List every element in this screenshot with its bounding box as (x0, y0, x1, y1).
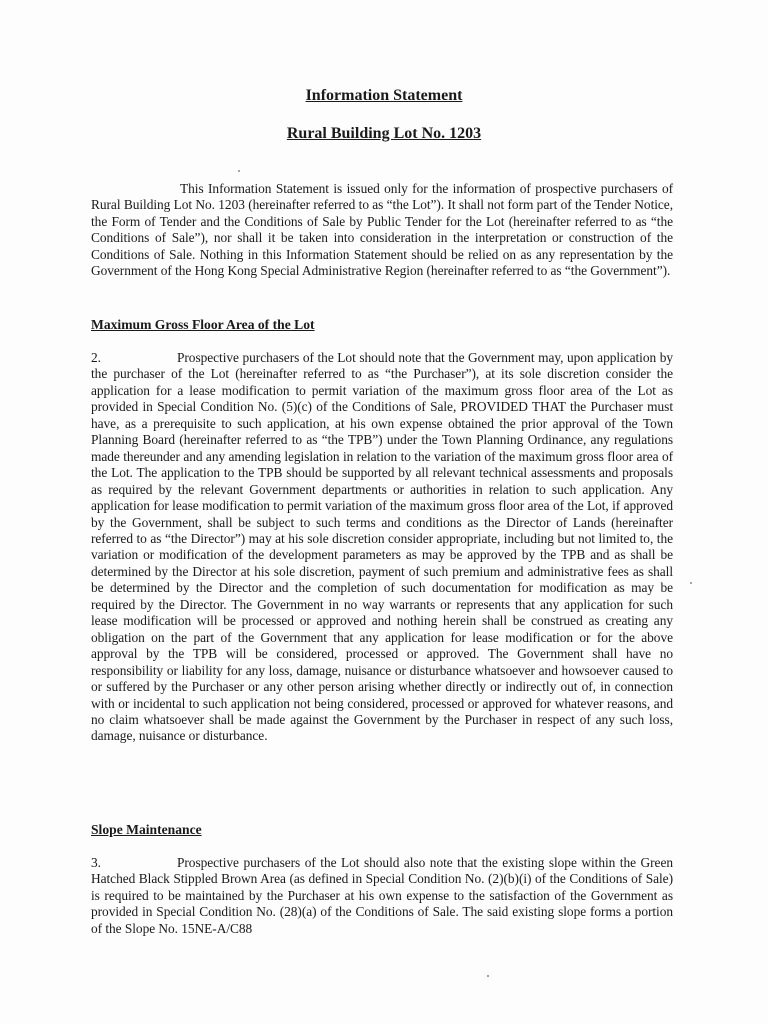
scan-speck (690, 582, 692, 584)
scan-speck (487, 975, 489, 977)
section-heading-gross-floor-area: Maximum Gross Floor Area of the Lot (91, 317, 315, 332)
section-heading-slope-maintenance: Slope Maintenance (91, 822, 202, 837)
paragraph-text: Prospective purchasers of the Lot should also note that the existing slope within the Green Hatched Black Stippled Brown Area (as defined in Special Condition No. (2)(b)(i) of the Conditions of Sale) is required to be maintained by the Purchaser at his own expense to the satisfaction of the Government as provided in Special Condition No. (28)(a) of the Conditions of Sale. The said existing slope forms a portion of the Slope No. 15NE-A/C88 (91, 855, 673, 936)
scan-speck (238, 170, 240, 172)
section-paragraph-2 (91, 350, 673, 745)
section-paragraph-3 (91, 855, 673, 937)
document-title: Information Statement (305, 87, 463, 104)
paragraph-number: 2. (91, 350, 101, 365)
document-subtitle: Rural Building Lot No. 1203 (286, 125, 482, 142)
intro-paragraph: This Information Statement is issued only for the information of prospective purchasers of Rural Building Lot No. 1203 (hereinafter referred to as “the Lot”). It shall not form part of the Tender Notice, the Form of Tender and the Conditions of Sale by Public Tender for the Lot (hereinafter referred to as “the Conditions of Sale”), nor shall it be taken into consideration in the interpretation or construction of the Conditions of Sale. Nothing in this Information Statement should be relied on as any representation by the Government of the Hong Kong Special Administrative Region (hereinafter referred to as “the Government”). (91, 181, 673, 279)
paragraph-number: 3. (91, 855, 101, 870)
paragraph-text: Prospective purchasers of the Lot should note that the Government may, upon application by the purchaser of the Lot (hereinafter referred to as “the Purchaser”), at its sole discretion consider the application for a lease modification to permit variation of the maximum gross floor area of the Lot as provided in Special Condition No. (5)(c) of the Conditions of Sale, PROVIDED THAT the Purchaser must have, as a prerequisite to such application, at his own expense obtained the prior approval of the Town Planning Board (hereinafter referred to as “the TPB”) under the Town Planning Ordinance, any regulations made thereunder and any amending legislation in relation to the variation of the maximum gross floor area of the Lot. The application to the TPB should be supported by all relevant technical assessments and proposals as required by the relevant Government departments or authorities in relation to such application. Any application for lease modification to permit variation of the maximum gross floor area of the Lot, if approved by the Government, shall be subject to such terms and conditions as the Director of Lands (hereinafter referred to as “the Director”) may at his sole discretion consider appropriate, including but not limited to, the variation or modification of the development parameters as may be approved by the TPB and as shall be determined by the Director at his sole discretion, payment of such premium and administrative fees as shall be determined by the Director and the completion of such documentation for modification as may be required by the Director. The Government in no way warrants or represents that any application for such lease modification will be processed or approved and nothing herein shall be construed as creating any obligation on the part of the Government that any application for lease modification or for the above approval by the TPB will be considered, processed or approved. The Government shall have no responsibility or liability for any loss, damage, nuisance or disturbance whatsoever and howsoever caused to or suffered by the Purchaser or any other person arising whether directly or indirectly out of, in connection with or incidental to such application not being considered, processed or approved for whatever reasons, and no claim whatsoever shall be made against the Government by the Purchaser in respect of any such loss, damage, nuisance or disturbance. (91, 350, 673, 744)
